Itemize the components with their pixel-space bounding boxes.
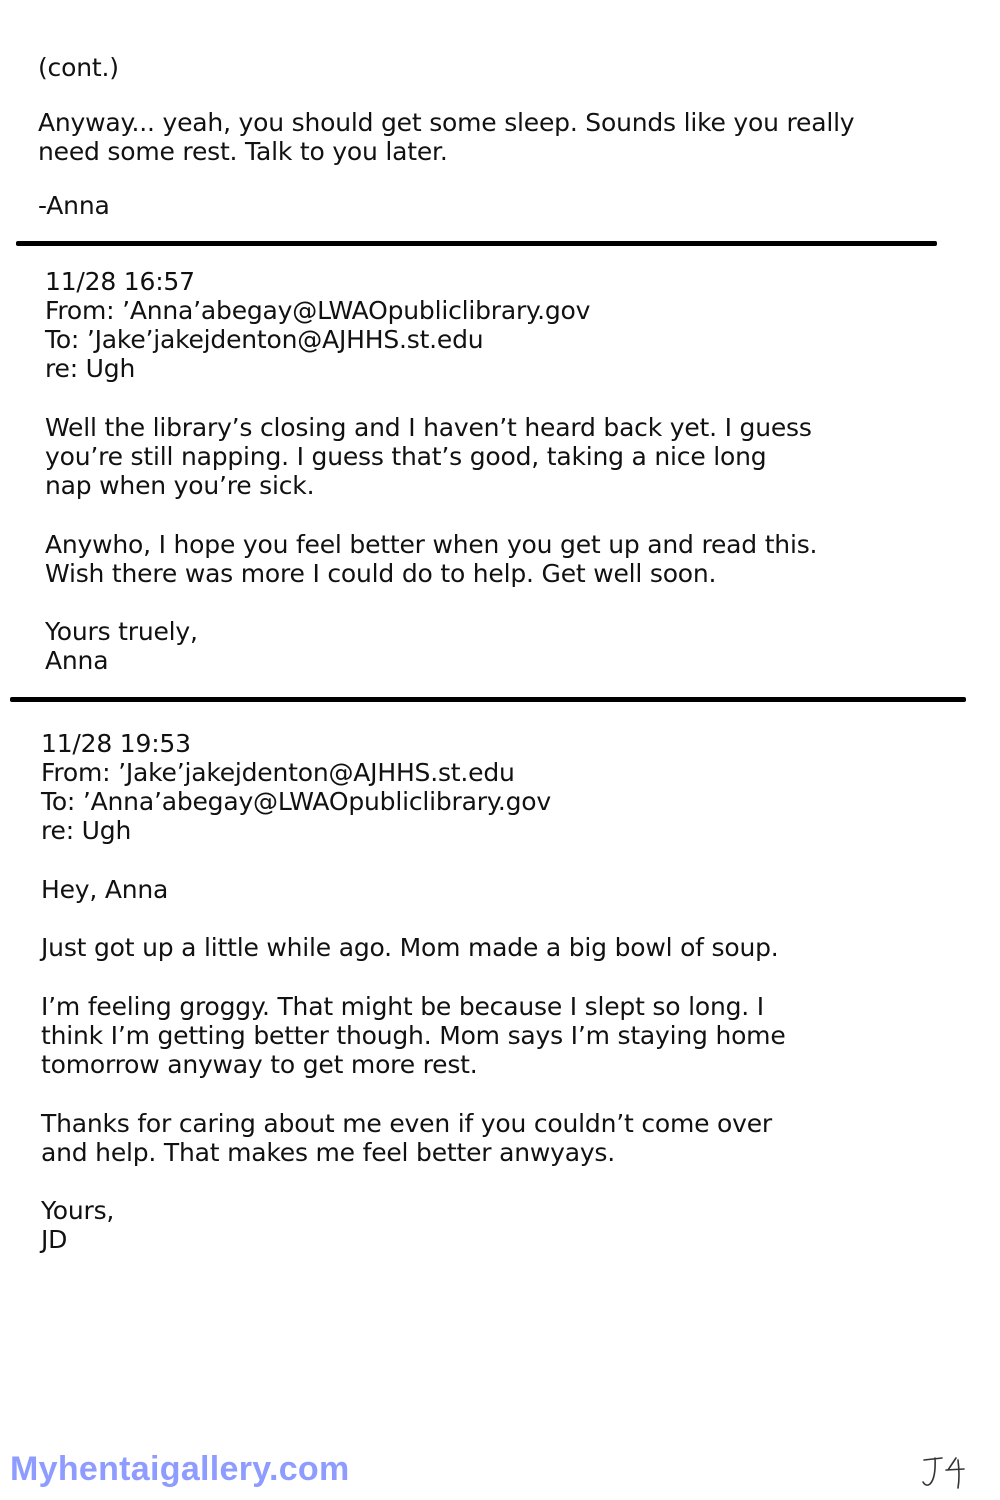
email-from: From: ’Jake’jakejdenton@AJHHS.st.edu — [41, 758, 515, 787]
email-body-line: and help. That makes me feel better anwyays. — [41, 1138, 616, 1167]
email-greeting: Hey, Anna — [41, 875, 169, 904]
continuation-signature: -Anna — [38, 191, 110, 220]
email-body-line: think I’m getting better though. Mom says I’m staying home — [41, 1021, 786, 1050]
email-body-line: I’m feeling groggy. That might be because I slept so long. I — [41, 992, 764, 1021]
email-body-line: Just got up a little while ago. Mom made a big bowl of soup. — [41, 933, 779, 962]
divider-1 — [16, 241, 937, 246]
continuation-label: (cont.) — [38, 53, 119, 82]
email-body-line: tomorrow anyway to get more rest. — [41, 1050, 478, 1079]
email-closing: Yours, — [41, 1196, 115, 1225]
watermark-text: Myhentaigallery.com — [10, 1450, 350, 1488]
continuation-body-line-2: need some rest. Talk to you later. — [38, 137, 448, 166]
email-subject: re: Ugh — [45, 354, 136, 383]
email-body-line: nap when you’re sick. — [45, 471, 315, 500]
email-subject: re: Ugh — [41, 816, 132, 845]
email-body-line: Well the library’s closing and I haven’t heard back yet. I guess — [45, 413, 812, 442]
email-body-line: Anywho, I hope you feel better when you get up and read this. — [45, 530, 818, 559]
email-signature: JD — [41, 1225, 68, 1254]
email-signature: Anna — [45, 646, 109, 675]
email-body-line: Thanks for caring about me even if you couldn’t come over — [41, 1109, 772, 1138]
artist-initials-icon — [920, 1452, 980, 1492]
divider-2 — [10, 697, 966, 702]
email-closing: Yours truely, — [45, 617, 198, 646]
continuation-body-line-1: Anyway... yeah, you should get some sleep. Sounds like you really — [38, 108, 855, 137]
email-date: 11/28 19:53 — [41, 729, 191, 758]
email-body-line: Wish there was more I could do to help. Get well soon. — [45, 559, 717, 588]
email-from: From: ’Anna’abegay@LWAOpubliclibrary.gov — [45, 296, 591, 325]
email-body-line: you’re still napping. I guess that’s good, taking a nice long — [45, 442, 767, 471]
email-to: To: ’Jake’jakejdenton@AJHHS.st.edu — [45, 325, 484, 354]
email-date: 11/28 16:57 — [45, 267, 195, 296]
email-to: To: ’Anna’abegay@LWAOpubliclibrary.gov — [41, 787, 551, 816]
